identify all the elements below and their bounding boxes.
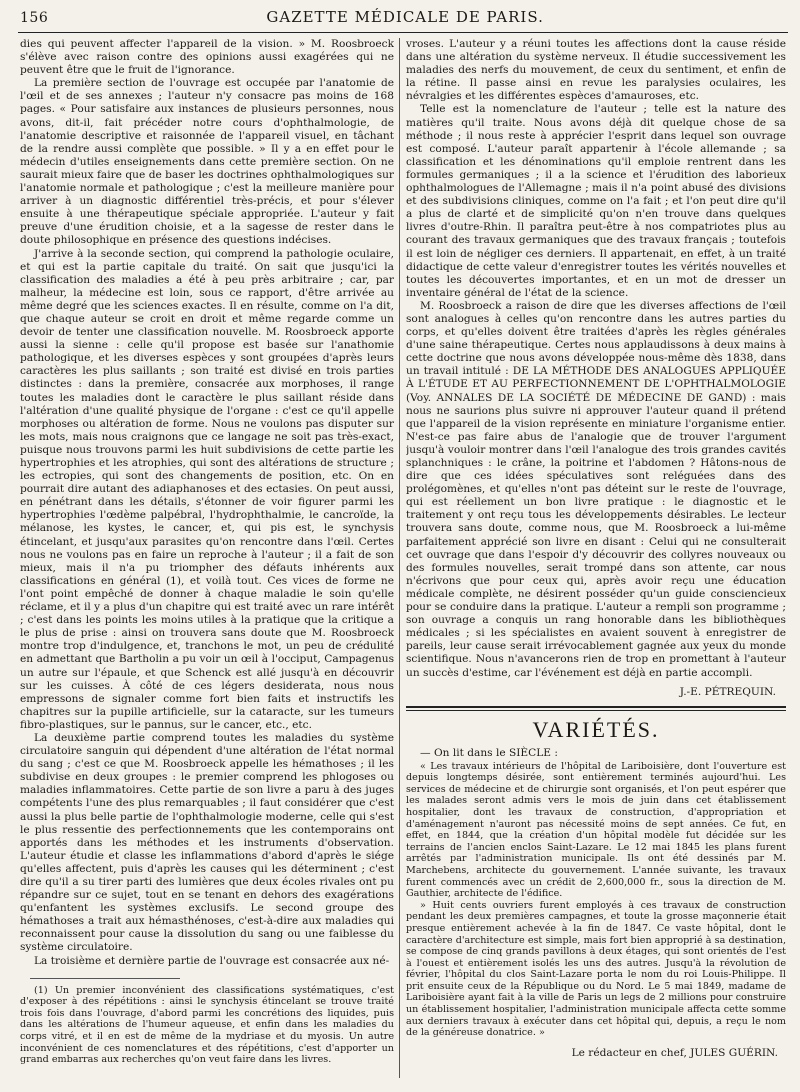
paragraph: Telle est la nomenclature de l'auteur ; telle est la nature des matières qu'il traite. Nous avons déjà dit quelque chose de sa méthode ; il nous reste à apprécier l'esprit dans lequel son ouvrage est composé. L'auteur paraît appartenir à l'école allemande ; sa classification et les dénominations qu'il emploie rentrent dans les formules germaniques ; il a la science et l'érudition des laborieux ophthalmologues de l'Allemagne ; mais il n'a point abusé des divisions et des subdivisions cliniques, comme on l'a fait ; et l'on peut dire qu'il a plus de clarté et de simplicité qu'on n'en trouve dans quelques livres d'outre-Rhin. Il paraîtra peut-être à nos compatriotes plus au courant des travaux germaniques que des travaux français ; toutefois il est loin de négliger ces derniers. Il appartenait, en effet, à un traité didactique de cette valeur d'enregistrer toutes les vérités nouvelles et toutes les découvertes importantes, et en un mot de dresser un inventaire général de l'état de la science.	[406, 103, 786, 299]
paragraph: vroses. L'auteur y a réuni toutes les affections dont la cause réside dans une altération du système nerveux. Il étudie successivement les maladies des nerfs du mouvement, de ceux du sentiment, et enfin de la rétine. Il passe ainsi en revue les paralysies oculaires, les névralgies et les différentes espèces d'amauroses, etc.	[406, 38, 786, 103]
paragraph: J'arrive à la seconde section, qui comprend la pathologie oculaire, et qui est la partie capitale du traité. On sait que jusqu'ici la classification des maladies a été à peu près arbitraire ; car, par malheur, la médecine est loin, sous ce rapport, d'être arrivée au même degré que les sciences exactes. Il en résulte, comme on l'a dit, que chaque auteur se croit en droit et même regarde comme un devoir de tenter une classification nouvelle. M. Roosbroeck apporte aussi la sienne : celle qu'il propose est basée sur l'anathomie pathologique, et les diverses espèces y sont groupées d'après leurs caractères les plus saillants ; son traité est divisé en trois parties distinctes : dans la première, consacrée aux morphoses, il range toutes les maladies dont le caractère le plus saillant réside dans l'altération d'une qualité physique de l'organe : c'est ce qu'il appelle morphoses ou altération de forme. Nous ne voulons pas disputer sur les mots, mais nous craignons que ce langage ne soit pas très-exact, puisque nous trouvons parmi les huit subdivisions de cette partie les hypertrophies et les atrophies, qui sont des altérations de structure ; les ectropies, qui sont des changements de position, etc. On en pourrait dire autant des adiaphanoses et des ectasies. On peut aussi, en pénétrant dans les détails, s'étonner de voir figurer parmi les hypertrophies l'œdème palpébral, l'hydrophthalmie, le cancroïde, la mélanose, les kystes, le cancer, et, qui pis est, le synchysis étincelant, et jusqu'aux parasites qu'on rencontre dans l'œil. Certes nous ne voulons pas en faire un reproche à l'auteur ; il a fait de son mieux, mais il n'a pu triompher des défauts inhérents aux classifications en général (1), et voilà tout. Ces vices de forme ne l'ont point empêché de donner à chaque maladie le soin qu'elle réclame, et il y a plus d'un chapitre qui est traité avec un rare intérêt ; c'est dans les points les moins utiles à la pratique que la critique a le plus de prise : ainsi on trouvera sans doute que M. Roosbroeck montre trop d'indulgence, et, tranchons le mot, un peu de crédulité en admettant que Bartholin a pu voir un œil à l'occiput, Campagenus un autre sur l'épaule, et que Schenck est allé jusqu'à en découvrir sur les cuisses. À côté de ces légers desiderata, nous nous empressons de signaler comme fort bien faits et instructifs les chapitres sur la pupille artificielle, sur la cataracte, sur les tumeurs fibro-plastiques, sur le pannus, sur le cancer, etc., etc.	[20, 247, 394, 731]
section-divider	[406, 706, 786, 711]
left-column	[20, 38, 394, 1084]
editor-line: Le rédacteur en chef, JULES GUÉRIN.	[571, 1046, 778, 1059]
page-header	[18, 8, 788, 33]
right-column	[406, 38, 786, 1084]
journal-title: GAZETTE MÉDICALE DE PARIS.	[266, 8, 544, 26]
columns	[18, 38, 788, 1084]
column-divider	[399, 38, 400, 1078]
paragraph: » Huit cents ouvriers furent employés à ces travaux de construction pendant les deux premières campagnes, et toute la grosse maçonnerie était presque entièrement achevée à la fin de 1847. Ce vaste hôpital, dont le caractère d'architecture est simple, mais fort bien approprié à sa destination, se compose de cinq grands pavillons à deux étages, qui sont orientés de l'est à l'ouest et entièrement isolés les uns des autres. Jusqu'à la révolution de février, l'hôpital du clos Saint-Lazare porta le nom du roi Louis-Philippe. Il prit ensuite ceux de la République ou du Nord. Le 5 mai 1849, madame de Lariboisière ayant fait à la ville de Paris un legs de 2 millions pour construire un établissement hospitalier, l'administration municipale affecta cette somme aux derniers travaux à exécuter dans cet hôpital qui, depuis, a reçu le nom de la généreuse donatrice. »	[406, 899, 786, 1039]
section-title: VARIÉTÉS.	[532, 716, 660, 742]
footnote: (1) Un premier inconvénient des classifications systématiques, c'est d'exposer à des répétitions : ainsi le synchysis étincelant se trouve traité trois fois dans l'ouvrage, d'abord parmi les concrétions des liquides, puis dans les altérations de l'humeur aqueuse, et enfin dans les maladies du corps vitré, et il en est de même de la mydriase et du myosis. Un autre inconvénient de ces nomenclatures et des répétitions, c'est d'apporter un grand embarras aux recherches qu'on veut faire dans les livres.	[20, 984, 394, 1066]
page-number: 156	[20, 10, 49, 26]
paragraph: dies qui peuvent affecter l'appareil de la vision. » M. Roosbroeck s'élève avec raison contre des opinions aussi exagérées qui ne peuvent être que le fruit de l'ignorance.	[20, 38, 394, 77]
footnote-divider	[30, 978, 180, 979]
paragraph: La deuxième partie comprend toutes les maladies du système circulatoire sanguin qui dépendent d'une altération de l'état normal du sang ; c'est ce que M. Roosbroeck appelle les hémathoses ; il les subdivise en deux groupes : le premier comprend les phlogoses ou maladies inflammatoires. Cette partie de son livre a paru à des juges compétents l'une des plus remarquables ; il faut considérer que c'est aussi la plus belle partie de l'ophthalmologie moderne, celle qui s'est le plus ressentie des perfectionnements que les contemporains ont apportés dans les méthodes et les instruments d'observation. L'auteur étudie et classe les inflammations d'abord d'après le siége qu'elles affectent, puis d'après les causes qui les déterminent ; c'est dire qu'il a su tirer parti des lumières que deux écoles rivales ont pu répandre sur ce sujet, tout en se tenant en dehors des exagérations qu'enfantent les systèmes exclusifs. Le second groupe des hémathoses a trait aux hémasthénoses, c'est-à-dire aux maladies qui reconnaissent pour cause la dissolution du sang ou une faiblesse du système circulatoire.	[20, 731, 394, 954]
author-signature: J.-E. PÉTREQUIN.	[679, 685, 776, 698]
paragraph: La première section de l'ouvrage est occupée par l'anatomie de l'œil et de ses annexes ; l'auteur n'y consacre pas moins de 168 pages. « Pour satisfaire aux instances de plusieurs personnes, nous avons, dit-il, fait précéder notre cours d'ophthalmologie, de l'anatomie descriptive et raisonnée de l'appareil visuel, en tâchant de la rendre aussi complète que possible. » Il y a en effet pour le médecin d'utiles enseignements dans cette première section. On ne saurait mieux faire que de baser les doctrines ophthalmologiques sur l'anatomie normale et pathologique ; c'est la meilleure manière pour arriver à un diagnostic différentiel très-précis, et pour s'élever ensuite à une thérapeutique spéciale appropriée. L'auteur y fait preuve d'une érudition choisie, et a la sagesse de rester dans le doute philosophique en présence des questions indécises.	[20, 77, 394, 247]
paragraph: La troisième et dernière partie de l'ouvrage est consacrée aux né-	[34, 954, 390, 967]
section-intro: — On lit dans le SIÈCLE :	[420, 746, 558, 759]
paragraph: « Les travaux intérieurs de l'hôpital de Lariboisière, dont l'ouverture est depuis longtemps désirée, sont entièrement terminés aujourd'hui. Les services de médecine et de chirurgie sont organisés, et l'on peut espérer que les malades seront admis vers le mois de juin dans cet établissement hospitalier, dont les travaux de construction, d'appropriation et d'aménagement n'auront pas nécessité moins de sept années. Ce fut, en effet, en 1844, que la création d'un hôpital modèle fut décidée sur les terrains de l'ancien enclos Saint-Lazare. Le 12 mai 1845 les plans furent arrêtés par l'administration municipale. Ils ont été dessinés par M. Marchebens, architecte du gouvernement. L'année suivante, les travaux furent commencés avec un crédit de 2,600,000 fr., sous la direction de M. Gauthier, architecte de l'édifice.	[406, 760, 786, 900]
newspaper-page	[18, 8, 788, 1084]
paragraph: M. Roosbroeck a raison de dire que les diverses affections de l'œil sont analogues à celles qu'on rencontre dans les autres parties du corps, et qu'elles doivent être traitées d'après les règles générales d'une saine thérapeutique. Certes nous applaudissons à deux mains à cette doctrine que nous avons développée nous-même dès 1838, dans un travail intitulé : DE LA MÉTHODE DES ANALOGUES APPLIQUÉE À L'ÉTUDE ET AU PERFECTIONNEMENT DE L'OPHTHALMOLOGIE (Voy. ANNALES DE LA SOCIÉTÉ DE MÉDECINE DE GAND) : mais nous ne saurions plus suivre ni approuver l'auteur quand il prétend que l'appareil de la vision représente en miniature l'organisme entier. N'est-ce pas faire abus de l'analogie que de trouver l'argument jusqu'à vouloir montrer dans l'œil l'analogue des trois grandes cavités splanchniques : le crâne, la poitrine et l'abdomen ? Hâtons-nous de dire que ces idées spéculatives sont reléguées dans des prolégomènes, et qu'elles n'ont pas déteint sur le reste de l'ouvrage, qui est réellement un bon livre pratique : le diagnostic et le traitement y ont reçu tous les développements désirables. Le lecteur trouvera sans doute, comme nous, que M. Roosbroeck a lui-même parfaitement apprécié son livre en disant : Celui qui ne consulterait cet ouvrage que dans l'espoir d'y découvrir des collyres nouveaux ou des formules nouvelles, serait trompé dans son attente, car nous n'écrivons que pour ceux qui, après avoir reçu une éducation médicale complète, ne désirent posséder qu'un guide consciencieux pour se conduire dans la pratique. L'auteur a rempli son programme ; son ouvrage a conquis un rang honorable dans les bibliothèques médicales ; si les spécialistes en avaient souvent à enregistrer de pareils, leur cause serait irrévocablement gagnée aux yeux du monde scientifique. Nous n'avancerons rien de trop en promettant à l'auteur un succès d'estime, car l'événement est déjà en partie accompli.	[406, 299, 786, 679]
